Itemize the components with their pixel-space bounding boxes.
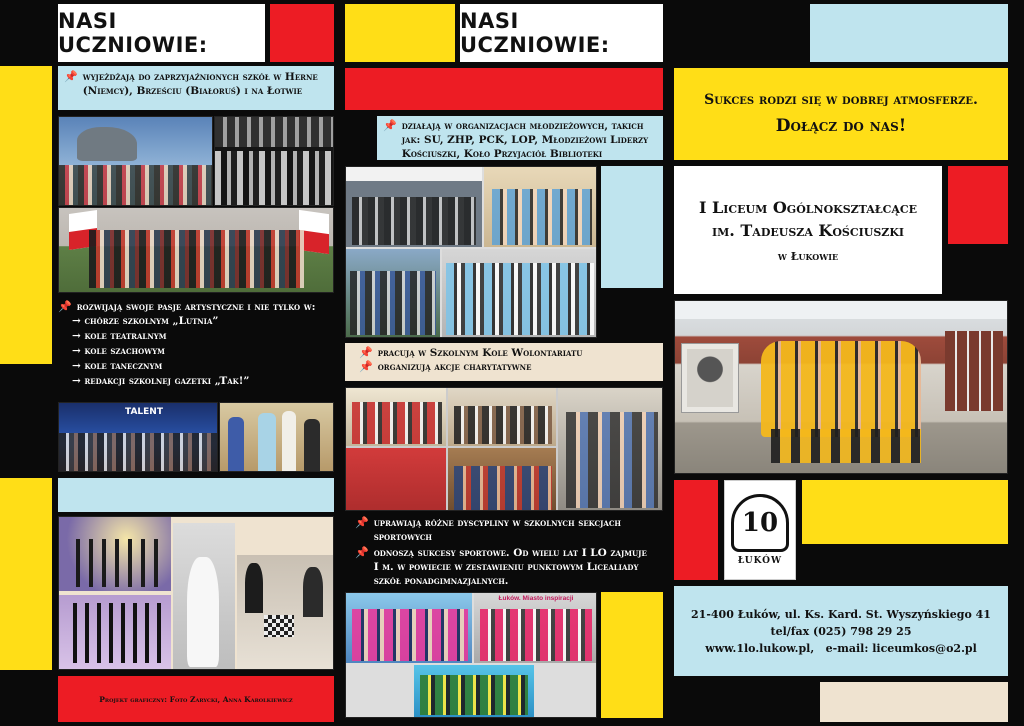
passion-item: → kole szachowym [72,344,334,359]
passions-intro: rozwijają swoje pasje artystyczne i nie tylko w: [76,301,316,313]
passion-item: → kole tanecznym [72,359,334,374]
orgs-box [377,116,663,160]
deco-yellow-mid-bottom [601,592,663,718]
volunteer-box [345,343,663,381]
exchange-box [58,66,334,110]
panel-left-title: NASI UCZNIOWIE: [58,4,265,62]
panel-middle-title: NASI UCZNIOWIE: [460,4,663,62]
deco-blue-left [58,478,334,512]
sports-block [355,516,655,588]
orgs-text: działają w organizacjach młodzieżowych, takich jak: SU, ZHP, PCK, LOP, Młodzieżowi Liderzy Kościuszki, Koło Przyjaciół Biblioteki [401,120,649,160]
passion-item: → redakcji szkolnej gazetki „Tak!” [72,374,334,389]
photo-concert [214,116,334,206]
passion-item: → chórze szkolnym „Lutnia” [72,314,334,329]
deco-yellow-right [802,480,1008,544]
pin-icon: 📌 [64,70,78,83]
photo-monument-trip [58,116,213,206]
contact-web-email: www.1lo.lukow.pl, e-mail: liceumkos@o2.pl [705,641,977,655]
contact-address: 21-400 Łuków, ul. Ks. Kard. St. Wyszyńskiego 41 [691,607,991,621]
school-name-line-3: w Łukowie [777,249,839,263]
photo-dance-chess [58,516,334,670]
stage-sign: TALENT [125,407,163,417]
pin-icon: 📌 [359,360,373,373]
contact-box [674,586,1008,676]
passion-item: → kole teatralnym [72,329,334,344]
pin-icon: 📌 [58,300,72,313]
slogan-line-2: Dołącz do nas! [775,116,907,136]
pin-icon: 📌 [355,516,369,529]
deco-red-right-top [948,166,1008,244]
logo-emblem [731,494,789,552]
school-name-line-2: im. Tadeusza Kościuszki [711,220,905,240]
school-name-box [674,166,942,294]
sports-text: uprawiają różne dyscypliny w szkolnych sekcjach sportowych [373,517,622,543]
deco-cream-right-bottom [820,682,1008,722]
deco-blue-right-top [810,4,1008,62]
slogan-box [674,68,1008,160]
credits: Projekt graficzny: Foto Zarycki, Anna Karolkiewicz [58,676,334,722]
contact-phone: tel/fax (025) 798 29 25 [770,624,912,638]
passions-block [58,300,334,396]
logo-caption: ŁUKÓW [737,556,783,566]
school-name-line-1: I Liceum Ogólnokształcące [698,197,918,217]
school-logo [724,480,796,580]
deco-blue-mid [601,166,663,288]
passions-list [72,314,334,389]
photo-talent-show [58,402,218,472]
charity-text: organizują akcje charytatywne [377,361,532,373]
photo-group-flags [58,207,334,293]
deco-red-right-bottom [674,480,718,580]
deco-red-left-top [270,4,334,62]
slogan-line-1: Sukces rodzi się w dobrej atmosferze. [704,92,978,108]
sports-banner: Łuków. Miasto inspiracji [498,595,574,602]
success-text: odnoszą sukcesy sportowe. Od wielu lat I LO zajmuje I m. w powiecie w zestawieniu punktowym Licealiady szkół ponadgimnazjalnych. [373,547,647,587]
deco-yellow-mid-top [345,4,455,62]
deco-red-mid [345,68,663,110]
pin-icon: 📌 [355,546,369,559]
volunteer-text: pracują w Szkolnym Kole Wolontariatu [377,347,583,359]
exchange-text: wyjeżdżają do zaprzyjaźnionych szkół w Herne (Niemcy), Brześciu (Białoruś) i na Łotwie [82,71,318,97]
photo-volunteering [345,387,663,511]
logo-number: 10 [741,508,779,538]
photo-theatre [219,402,334,472]
pin-icon: 📌 [383,119,397,132]
photo-sports-teams [345,592,597,718]
deco-yellow-left-bottom [0,478,52,670]
deco-yellow-left-top [0,66,52,364]
pin-icon: 📌 [359,346,373,359]
photo-organizations [345,166,597,338]
photo-students-school [674,300,1008,474]
